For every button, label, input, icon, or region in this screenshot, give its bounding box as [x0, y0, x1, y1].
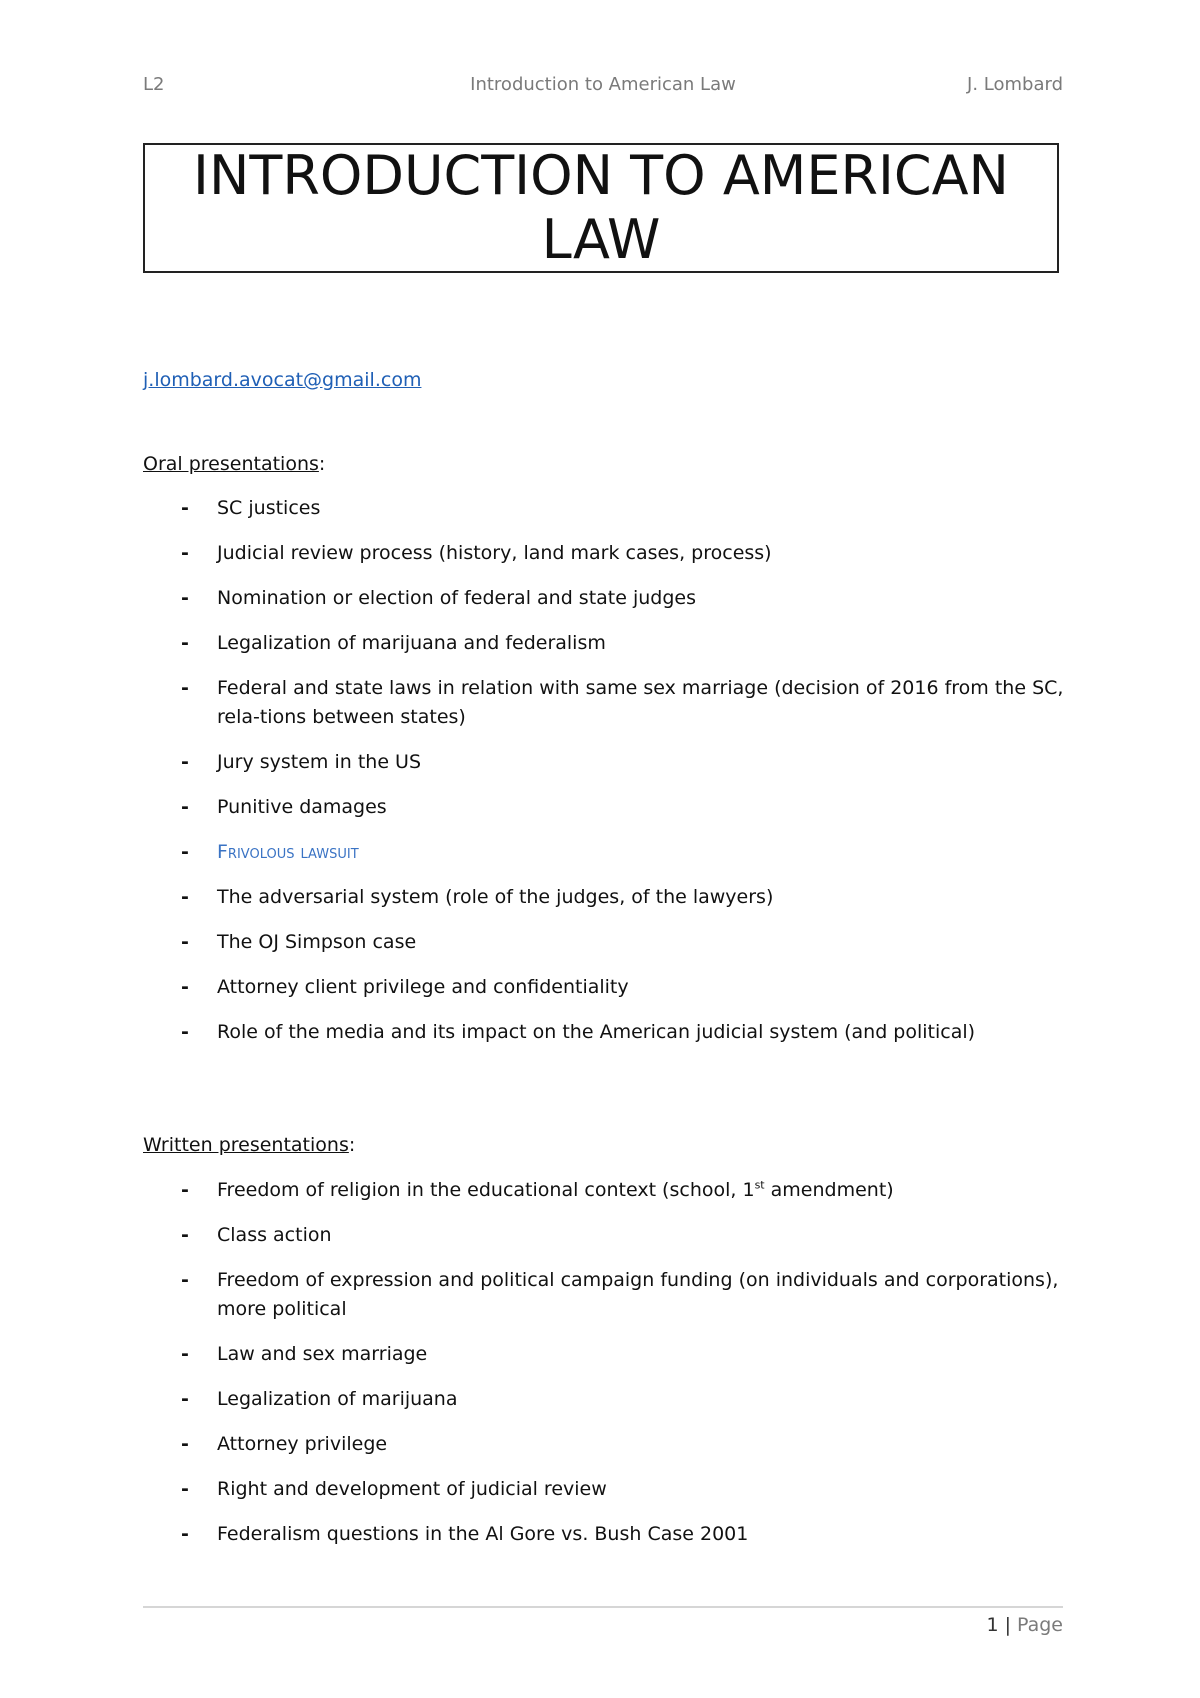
footer-separator: |	[1004, 1614, 1011, 1636]
bullet-marker: -	[181, 751, 189, 773]
written-presentations-heading	[143, 1134, 355, 1156]
list-item	[143, 1266, 1073, 1324]
list-item	[143, 539, 1073, 568]
page-header	[143, 74, 1063, 100]
header-course-level: L2	[143, 74, 165, 95]
list-item	[143, 1018, 1073, 1047]
written-presentations-list	[143, 1176, 1073, 1565]
list-item-text: Punitive damages	[217, 796, 387, 818]
list-item	[143, 1176, 1073, 1205]
title-box	[143, 143, 1059, 273]
list-item	[143, 1340, 1073, 1369]
bullet-marker: -	[181, 796, 189, 818]
header-course-title: Introduction to American Law	[470, 74, 736, 95]
email-link[interactable]: j.lombard.avocat@gmail.com	[143, 369, 422, 391]
list-item-text: Judicial review process (history, land mark cases, process)	[217, 542, 772, 564]
list-item-text: Attorney client privilege and confidentiality	[217, 976, 629, 998]
list-item-text: The OJ Simpson case	[217, 931, 417, 953]
bullet-marker: -	[181, 632, 189, 654]
list-item	[143, 1520, 1073, 1549]
list-item	[143, 838, 1073, 867]
bullet-marker: -	[181, 976, 189, 998]
list-item-text: Jury system in the US	[217, 751, 422, 773]
bullet-marker: -	[181, 677, 189, 699]
written-heading-colon: :	[348, 1134, 356, 1156]
list-item-text: Legalization of marijuana and federalism	[217, 632, 606, 654]
list-item-text: Law and sex marriage	[217, 1343, 428, 1365]
list-item	[143, 1475, 1073, 1504]
list-item-text: Federal and state laws in relation with same sex marriage (decision of 2016 from the SC, rela-tions between states)	[217, 677, 1064, 728]
bullet-marker: -	[181, 1478, 189, 1500]
list-item	[143, 1430, 1073, 1459]
oral-presentations-list	[143, 494, 1073, 1063]
document-title: INTRODUCTION TO AMERICAN LAW	[193, 144, 1009, 271]
list-item-text: Legalization of marijuana	[217, 1388, 458, 1410]
list-item	[143, 883, 1073, 912]
bullet-marker: -	[181, 841, 189, 863]
list-item-text: Freedom of expression and political campaign funding (on individuals and corporations), more political	[217, 1269, 1059, 1320]
oral-heading-colon: :	[318, 453, 326, 475]
bullet-marker: -	[181, 1523, 189, 1545]
list-item	[143, 1385, 1073, 1414]
oral-presentations-heading	[143, 453, 325, 475]
list-item	[143, 494, 1073, 523]
ordinal-suffix: st	[754, 1178, 765, 1192]
bullet-marker: -	[181, 1021, 189, 1043]
bullet-marker: -	[181, 1179, 189, 1201]
list-item	[143, 1221, 1073, 1250]
list-item-text: Class action	[217, 1224, 332, 1246]
bullet-marker: -	[181, 542, 189, 564]
list-item	[143, 748, 1073, 777]
list-item	[143, 629, 1073, 658]
footer-divider	[143, 1606, 1063, 1608]
header-author: J. Lombard	[967, 74, 1063, 95]
list-item-text: Right and development of judicial review	[217, 1478, 607, 1500]
list-item	[143, 793, 1073, 822]
oral-heading-label: Oral presentations	[143, 453, 319, 475]
text-segment: amendment)	[764, 1179, 894, 1201]
list-item	[143, 584, 1073, 613]
list-item	[143, 674, 1073, 732]
bullet-marker: -	[181, 1343, 189, 1365]
page-label: Page	[1017, 1614, 1063, 1636]
list-item-text: Attorney privilege	[217, 1433, 388, 1455]
page-footer	[987, 1614, 1064, 1636]
page-number: 1	[986, 1614, 999, 1636]
bullet-marker: -	[181, 1224, 189, 1246]
list-item-text: Federalism questions in the Al Gore vs. Bush Case 2001	[217, 1523, 749, 1545]
list-item-text: The adversarial system (role of the judges, of the lawyers)	[217, 886, 774, 908]
bullet-marker: -	[181, 1388, 189, 1410]
text-segment: Freedom of religion in the educational context (school, 1	[217, 1179, 755, 1201]
list-item	[143, 928, 1073, 957]
list-item-text: SC justices	[217, 497, 321, 519]
list-item-text: Nomination or election of federal and state judges	[217, 587, 696, 609]
list-item-text: Role of the media and its impact on the American judicial system (and political)	[217, 1021, 976, 1043]
bullet-marker: -	[181, 1433, 189, 1455]
bullet-marker: -	[181, 886, 189, 908]
list-item-text	[217, 1179, 894, 1201]
list-item-text: Frivolous lawsuit	[217, 841, 359, 863]
bullet-marker: -	[181, 931, 189, 953]
written-heading-label: Written presentations	[143, 1134, 349, 1156]
bullet-marker: -	[181, 587, 189, 609]
bullet-marker: -	[181, 497, 189, 519]
list-item	[143, 973, 1073, 1002]
bullet-marker: -	[181, 1269, 189, 1291]
